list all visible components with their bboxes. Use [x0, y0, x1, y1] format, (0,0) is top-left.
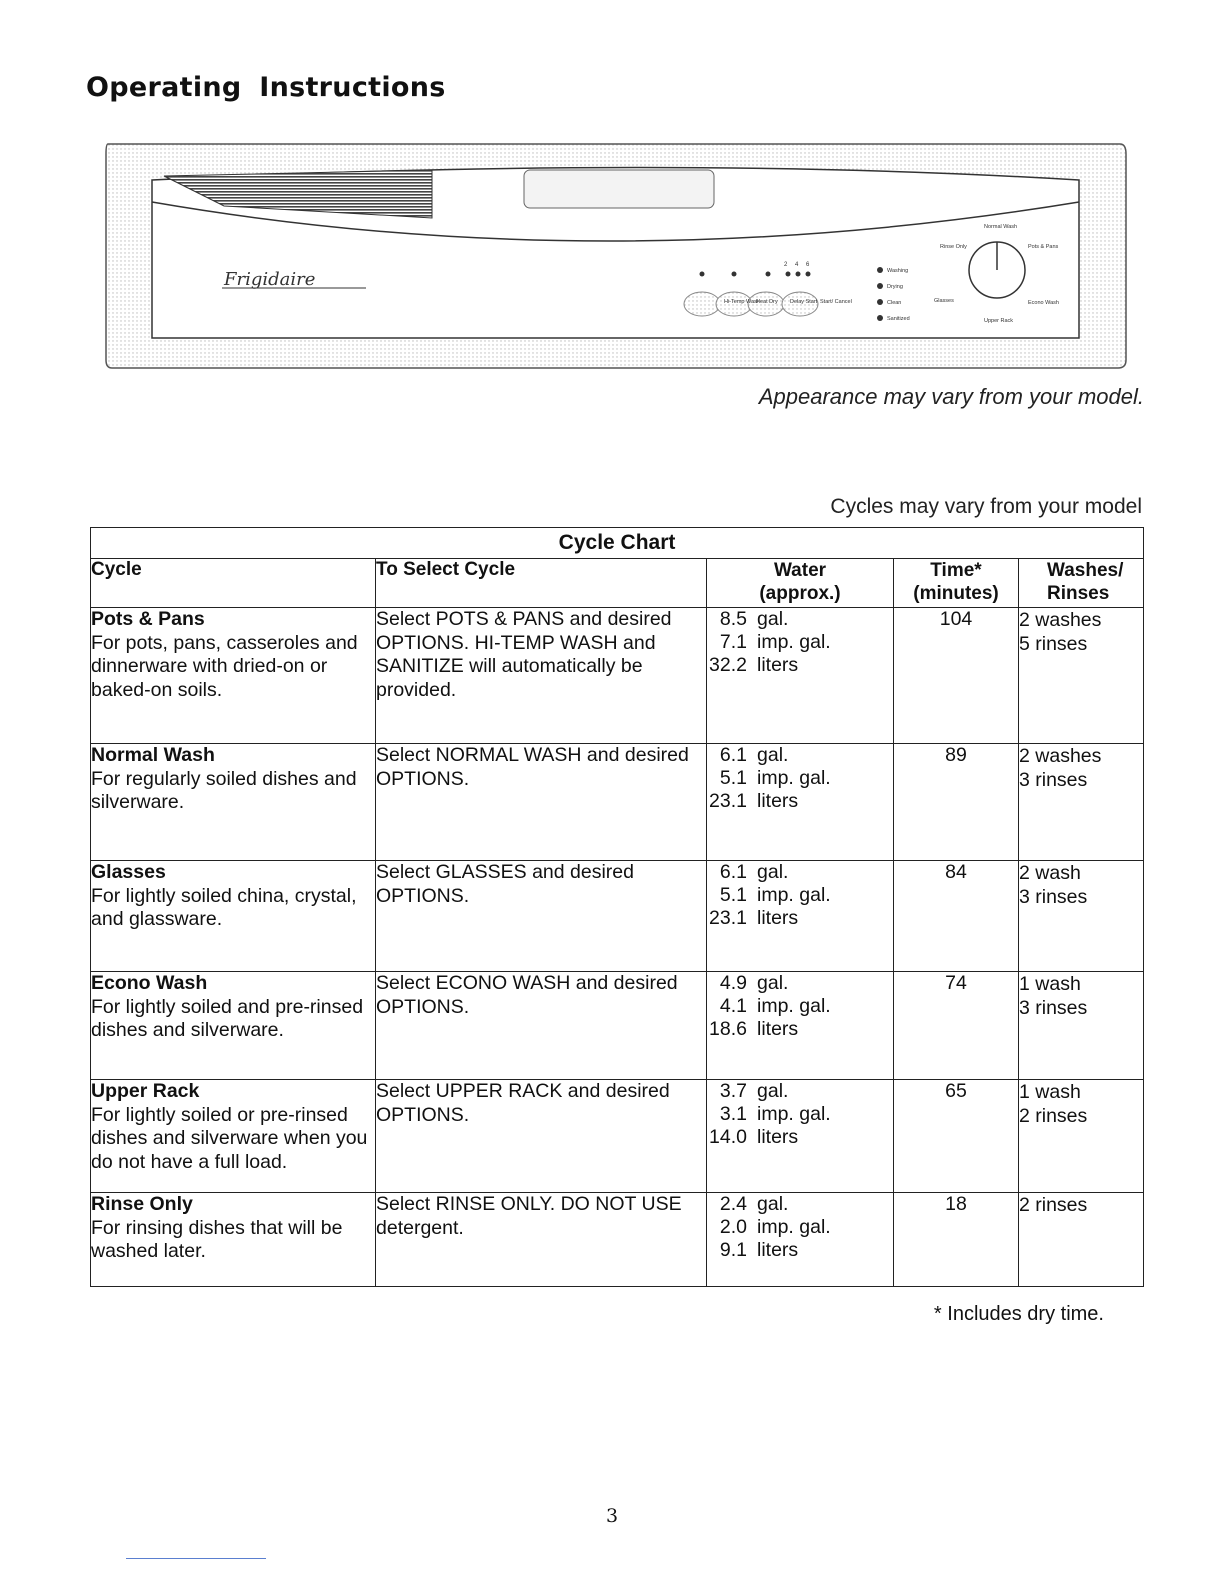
cycle-description: For lightly soiled or pre-rinsed dishes and silverware when you do not have a full load.	[91, 1103, 368, 1173]
header-time-line1: Time*	[930, 560, 982, 581]
washes-value: 1 wash	[1019, 1081, 1081, 1103]
washes-value: 2 wash	[1019, 862, 1081, 884]
water-cell	[707, 861, 894, 972]
water-imp-unit: imp. gal.	[757, 1216, 831, 1238]
water-liters-unit: liters	[757, 654, 799, 676]
table-row	[91, 972, 1144, 1080]
table-row	[91, 1080, 1144, 1193]
select-cycle-cell: Select UPPER RACK and desired OPTIONS.	[376, 1080, 707, 1193]
page-number: 3	[605, 1505, 619, 1527]
water-gal-unit: gal.	[757, 861, 789, 883]
water-gal-unit: gal.	[757, 608, 789, 630]
table-row	[91, 1193, 1144, 1287]
water-imp-value: 3.1	[719, 1103, 747, 1125]
water-liters-value: 23.1	[709, 907, 747, 929]
water-liters-unit: liters	[757, 790, 799, 812]
header-water	[707, 559, 894, 608]
water-gal-unit: gal.	[757, 972, 789, 994]
time-cell: 74	[894, 972, 1019, 1080]
water-gal-value: 6.1	[719, 744, 747, 766]
water-imp-value: 7.1	[719, 631, 747, 653]
select-cycle-cell: Select NORMAL WASH and desired OPTIONS.	[376, 744, 707, 861]
header-water-line1: Water	[773, 560, 827, 581]
table-row	[91, 744, 1144, 861]
table-header-row	[91, 559, 1144, 608]
cycle-cell	[91, 861, 376, 972]
water-liters-value: 14.0	[709, 1126, 747, 1148]
washes-cell	[1019, 1080, 1144, 1193]
dial-label: Glasses	[934, 298, 954, 304]
cycle-description: For lightly soiled china, crystal, and glassware.	[91, 884, 357, 930]
header-time	[894, 559, 1019, 608]
water-cell	[707, 744, 894, 861]
header-water-line2: (approx.)	[759, 583, 841, 604]
water-gal-value: 8.5	[719, 608, 747, 630]
cycle-cell	[91, 744, 376, 861]
washes-cell	[1019, 608, 1144, 744]
delay-number: 6	[806, 262, 810, 268]
water-imp-unit: imp. gal.	[757, 1103, 831, 1125]
water-liters-value: 9.1	[719, 1239, 747, 1261]
dial-label: Pots & Pans	[1028, 244, 1059, 250]
cycle-name: Glasses	[91, 861, 166, 883]
time-cell: 65	[894, 1080, 1019, 1193]
cycle-description: For lightly soiled and pre-rinsed dishes and silverware.	[91, 995, 364, 1041]
water-liters-value: 32.2	[709, 654, 747, 676]
chart-title: Cycle Chart	[91, 528, 1144, 559]
table-row	[91, 861, 1144, 972]
dial-label: Upper Rack	[984, 318, 1014, 324]
washes-cell	[1019, 972, 1144, 1080]
cycles-note: Cycles may vary from your model	[830, 495, 1142, 518]
button-label: Heat Dry	[756, 299, 778, 305]
water-imp-value: 4.1	[719, 995, 747, 1017]
select-cycle-cell: Select GLASSES and desired OPTIONS.	[376, 861, 707, 972]
cycle-description: For regularly soiled dishes and silverware.	[91, 767, 357, 813]
indicator-label: Drying	[887, 284, 903, 290]
select-cycle-cell: Select POTS & PANS and desired OPTIONS. HI-TEMP WASH and SANITIZE will automatically be provided.	[376, 608, 707, 744]
cycle-name: Econo Wash	[91, 972, 208, 994]
table-row	[91, 608, 1144, 744]
water-imp-value: 5.1	[719, 767, 747, 789]
time-cell: 18	[894, 1193, 1019, 1287]
rinses-value: 2 rinses	[1019, 1105, 1088, 1127]
appearance-caption: Appearance may vary from your model.	[758, 384, 1144, 409]
button-label: Delay Start	[790, 299, 818, 305]
water-imp-value: 2.0	[719, 1216, 747, 1238]
control-panel-drawing	[104, 140, 1128, 376]
footer-rule	[126, 1558, 266, 1559]
water-gal-unit: gal.	[757, 1080, 789, 1102]
select-cycle-cell: Select ECONO WASH and desired OPTIONS.	[376, 972, 707, 1080]
delay-number: 4	[795, 262, 799, 268]
water-gal-value: 6.1	[719, 861, 747, 883]
water-gal-unit: gal.	[757, 1193, 789, 1215]
dial-label: Rinse Only	[940, 244, 967, 250]
washes-value: 2 rinses	[1019, 1194, 1088, 1216]
water-cell	[707, 1080, 894, 1193]
water-imp-unit: imp. gal.	[757, 767, 831, 789]
chart-body	[91, 608, 1144, 1287]
water-cell	[707, 1193, 894, 1287]
water-gal-unit: gal.	[757, 744, 789, 766]
water-imp-unit: imp. gal.	[757, 995, 831, 1017]
water-liters-value: 18.6	[709, 1018, 747, 1040]
header-washes	[1019, 559, 1144, 608]
header-washes-line1: Washes/	[1047, 560, 1124, 581]
brand-logo: Frigidaire	[224, 269, 316, 290]
time-cell: 104	[894, 608, 1019, 744]
water-gal-value: 2.4	[719, 1193, 747, 1215]
cycle-description: For pots, pans, casseroles and dinnerware with dried-on or baked-on soils.	[91, 631, 358, 701]
cycle-cell	[91, 972, 376, 1080]
cycle-cell	[91, 608, 376, 744]
rinses-value: 3 rinses	[1019, 997, 1088, 1019]
header-washes-line2: Rinses	[1047, 583, 1110, 604]
washes-cell	[1019, 1193, 1144, 1287]
footnote: * Includes dry time.	[933, 1303, 1104, 1325]
water-liters-value: 23.1	[709, 790, 747, 812]
water-cell	[707, 608, 894, 744]
time-cell: 89	[894, 744, 1019, 861]
header-cycle: Cycle	[91, 559, 376, 608]
rinses-value: 3 rinses	[1019, 886, 1088, 908]
washes-value: 2 washes	[1019, 609, 1102, 631]
water-gal-value: 3.7	[719, 1080, 747, 1102]
dial-label: Normal Wash	[984, 224, 1018, 230]
cycle-name: Upper Rack	[91, 1080, 200, 1102]
water-liters-unit: liters	[757, 907, 799, 929]
cycle-name: Normal Wash	[91, 744, 215, 766]
button-label: Start/ Cancel	[820, 299, 852, 305]
control-panel-illustration	[104, 140, 1128, 376]
dial-label: Econo Wash	[1028, 300, 1059, 306]
cycle-cell	[91, 1080, 376, 1193]
water-cell	[707, 972, 894, 1080]
header-select: To Select Cycle	[376, 559, 707, 608]
cycle-cell	[91, 1193, 376, 1287]
delay-number: 2	[784, 262, 788, 268]
water-imp-unit: imp. gal.	[757, 631, 831, 653]
rinses-value: 3 rinses	[1019, 769, 1088, 791]
cycle-description: For rinsing dishes that will be washed later.	[91, 1216, 343, 1262]
cycle-name: Rinse Only	[91, 1193, 193, 1215]
water-imp-unit: imp. gal.	[757, 884, 831, 906]
rinses-value: 5 rinses	[1019, 633, 1088, 655]
page-title: Operating Instructions	[86, 72, 446, 103]
header-time-line2: (minutes)	[913, 583, 999, 604]
cycle-name: Pots & Pans	[91, 608, 205, 630]
select-cycle-cell: Select RINSE ONLY. DO NOT USE detergent.	[376, 1193, 707, 1287]
water-liters-unit: liters	[757, 1018, 799, 1040]
cycle-chart-table	[90, 527, 1144, 1287]
water-gal-value: 4.9	[719, 972, 747, 994]
indicator-label: Clean	[887, 300, 902, 306]
washes-cell	[1019, 861, 1144, 972]
washes-value: 2 washes	[1019, 745, 1102, 767]
button-label: Hi-Temp Wash	[724, 299, 760, 305]
water-liters-unit: liters	[757, 1126, 799, 1148]
time-cell: 84	[894, 861, 1019, 972]
water-liters-unit: liters	[757, 1239, 799, 1261]
water-imp-value: 5.1	[719, 884, 747, 906]
washes-cell	[1019, 744, 1144, 861]
washes-value: 1 wash	[1019, 973, 1081, 995]
indicator-label: Washing	[887, 268, 909, 274]
indicator-label: Sanitized	[887, 316, 910, 322]
